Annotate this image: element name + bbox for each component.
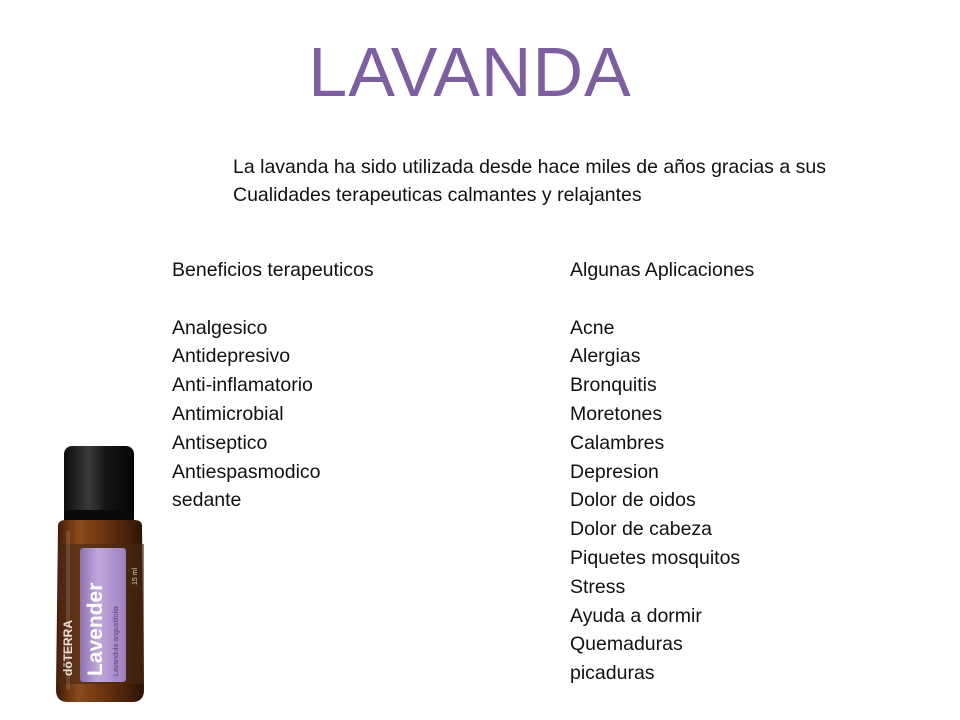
application-item: Acne <box>570 316 615 339</box>
benefit-item: Antiespasmodico <box>172 460 321 483</box>
applications-column <box>570 256 900 688</box>
bottle-cap <box>64 446 134 520</box>
application-item: Calambres <box>570 431 665 454</box>
benefits-heading: Beneficios terapeuticos <box>172 259 374 281</box>
slide-title: LAVANDA <box>308 33 632 111</box>
benefit-item: Analgesico <box>172 316 268 339</box>
application-item: Depresion <box>570 460 659 483</box>
application-item: Dolor de oidos <box>570 489 696 512</box>
application-item: Piquetes mosquitos <box>570 546 741 569</box>
application-item: Stress <box>570 575 626 598</box>
benefits-column <box>172 256 502 515</box>
application-item: picaduras <box>570 662 655 685</box>
benefit-item: Antidepresivo <box>172 345 291 368</box>
bottle-product-text: Lavender <box>84 582 107 676</box>
lavender-oil-bottle-image <box>50 440 160 705</box>
application-item: Alergias <box>570 345 641 368</box>
benefit-item: Antimicrobial <box>172 402 284 425</box>
application-item: Bronquitis <box>570 374 657 397</box>
bottle-brand-text: dōTERRA <box>61 620 75 676</box>
applications-list <box>570 314 900 688</box>
intro-line-2: Cualidades terapeuticas calmantes y relajantes <box>233 184 642 206</box>
application-item: Quemaduras <box>570 633 683 656</box>
benefit-item: Antiseptico <box>172 431 268 454</box>
intro-text <box>233 153 933 209</box>
applications-heading: Algunas Aplicaciones <box>570 259 755 281</box>
application-item: Ayuda a dormir <box>570 604 702 627</box>
bottle-volume-text: 15 ml <box>132 567 139 585</box>
benefit-item: Anti-inflamatorio <box>172 374 313 397</box>
intro-line-1: La lavanda ha sido utilizada desde hace miles de años gracias a sus <box>233 156 826 178</box>
application-item: Moretones <box>570 402 663 425</box>
benefits-list <box>172 314 502 516</box>
application-item: Dolor de cabeza <box>570 518 713 541</box>
bottle-latin-text: Lavandula angustifolia <box>113 606 120 676</box>
benefit-item: sedante <box>172 489 242 512</box>
